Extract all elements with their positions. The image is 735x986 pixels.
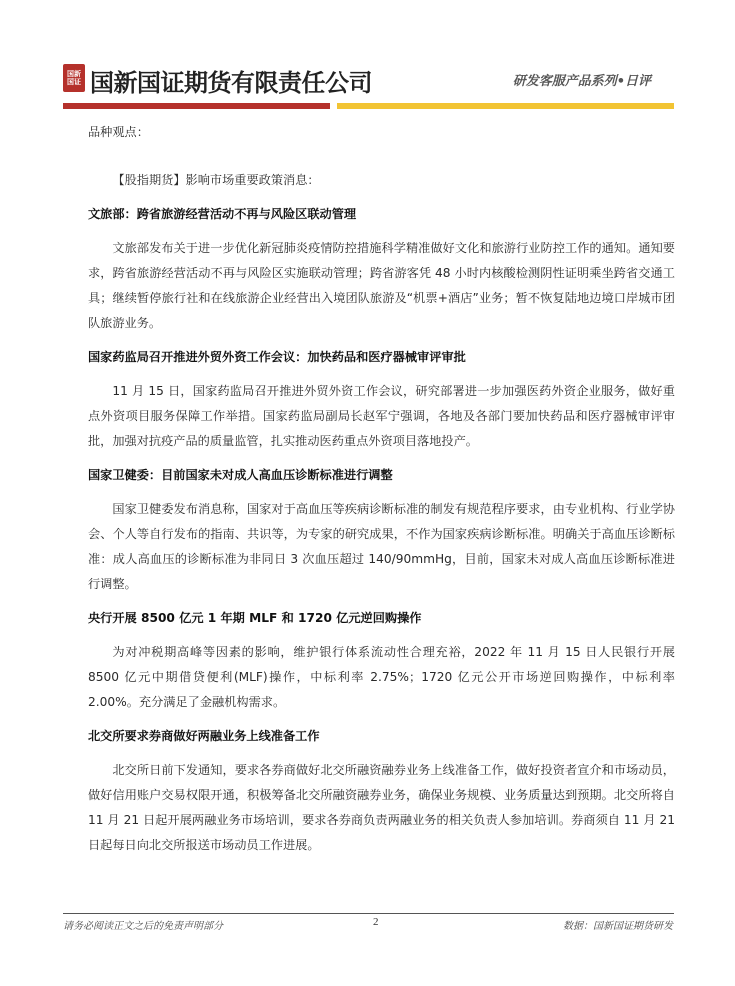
news-text: 为对冲税期高峰等因素的影响，维护银行体系流动性合理充裕，2022 年 11 月 15 日人民银行开展 8500 亿元中期借贷便利(MLF)操作，中标利率 2.75%；1720 亿元公开市场逆回购操作，中标利率 2.00%。充分满足了金融机构需求。: [88, 645, 675, 709]
page-header: [0, 0, 735, 115]
footer-divider: [63, 913, 674, 914]
intro-text: 品种观点：: [88, 125, 149, 139]
footer-source: 数据：国新国证期货研发: [563, 921, 673, 932]
news-title: 央行开展 8500 亿元 1 年期 MLF 和 1720 亿元逆回购操作: [88, 611, 422, 625]
header-red-bar: [63, 103, 330, 109]
company-name: 国新国证期货有限责任公司: [90, 69, 372, 97]
report-series: 研发客服产品系列•日评: [512, 74, 651, 89]
logo-seal-text: 国新国证: [67, 70, 81, 86]
header-gold-bar: [337, 103, 674, 109]
news-title: 北交所要求券商做好两融业务上线准备工作: [88, 729, 320, 743]
document-body: [88, 120, 675, 858]
news-title: 国家药监局召开推进外贸外资工作会议：加快药品和医疗器械审评审批: [88, 350, 466, 364]
page-number: 2: [373, 916, 379, 928]
news-text: 北交所日前下发通知，要求各券商做好北交所融资融券业务上线准备工作，做好投资者宣介和市场动员，做好信用账户交易权限开通，积极筹备北交所融资融券业务，确保业务规模、业务质量达到预期。北交所将自 11 月 21 日起开展两融业务市场培训，要求各券商负责两融业务的相关负责人参加培训。券商须自 11 月 21 日起每日向北交所报送市场动员工作进展。: [88, 763, 675, 852]
news-text: 国家卫健委发布消息称，国家对于高血压等疾病诊断标准的制发有规范程序要求，由专业机构、行业学协会、个人等自行发布的指南、共识等，为专家的研究成果，不作为国家疾病诊断标准。明确关于高血压诊断标准：成人高血压的诊断标准为非同日 3 次血压超过 140/90mmHg，目前，国家未对成人高血压诊断标准进行调整。: [88, 502, 675, 591]
news-title: 国家卫健委：目前国家未对成人高血压诊断标准进行调整: [88, 468, 393, 482]
section-title: 【股指期货】影响市场重要政策消息：: [112, 173, 320, 187]
footer-disclaimer: 请务必阅读正文之后的免责声明部分: [63, 921, 223, 932]
news-text: 11 月 15 日，国家药监局召开推进外贸外资工作会议，研究部署进一步加强医药外资企业服务，做好重点外资项目服务保障工作举措。国家药监局副局长赵军宁强调，各地及各部门要加快药品和医疗器械审评审批，加强对抗疫产品的质量监管，扎实推动医药重点外资项目落地投产。: [88, 384, 675, 448]
news-text: 文旅部发布关于进一步优化新冠肺炎疫情防控措施科学精准做好文化和旅游行业防控工作的通知。通知要求，跨省旅游经营活动不再与风险区实施联动管理；跨省游客凭 48 小时内核酸检测阴性证明乘坐跨省交通工具；继续暂停旅行社和在线旅游企业经营出入境团队旅游及“机票+酒店”业务；暂不恢复陆地边境口岸城市团队旅游业务。: [88, 241, 675, 330]
company-logo-icon: [63, 64, 85, 92]
news-title: 文旅部：跨省旅游经营活动不再与风险区联动管理: [88, 207, 357, 221]
